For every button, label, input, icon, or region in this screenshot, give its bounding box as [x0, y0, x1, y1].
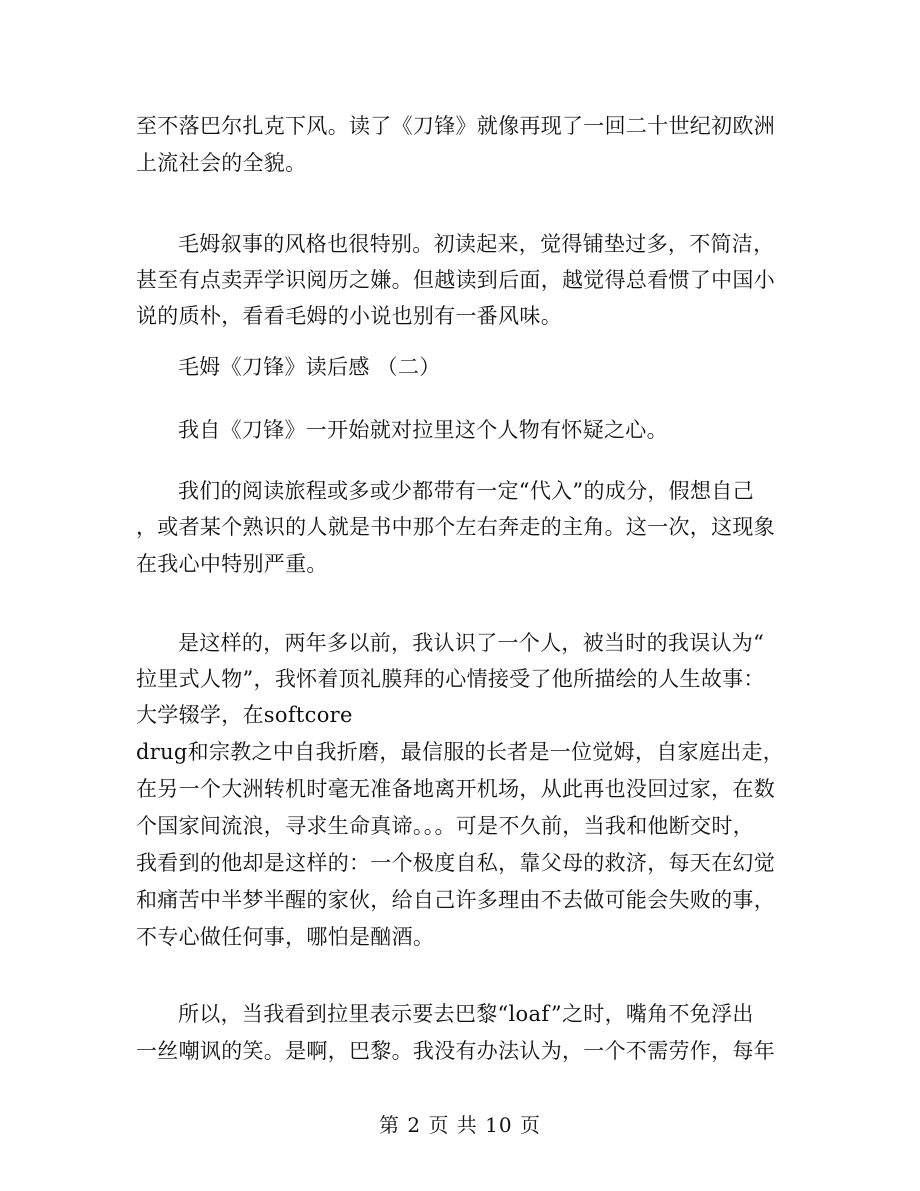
text-line: drug和宗教之中自我折磨，最信服的长者是一位觉姆，自家庭出走，: [136, 740, 785, 764]
text-line: 个国家间流浪，寻求生命真谛。。。可是不久前，当我和他断交时，: [136, 814, 754, 838]
text-line: 我看到的他却是这样的：一个极度自私，靠父母的救济，每天在幻觉: [136, 851, 775, 875]
text-line: 拉里式人物”，我怀着顶礼膜拜的心情接受了他所描绘的人生故事：: [136, 667, 765, 691]
text-line: 和痛苦中半梦半醒的家伙，给自己许多理由不去做可能会失败的事，: [136, 888, 775, 912]
text-line: 在我心中特别严重。: [136, 552, 328, 576]
text-line: 说的质朴，看看毛姆的小说也别有一番风味。: [136, 304, 562, 328]
text-line: 至不落巴尔扎克下风。读了《刀锋》就像再现了一回二十世纪初欧洲: [136, 114, 775, 138]
text-line: 是这样的，两年多以前，我认识了一个人，被当时的我误认为“: [178, 631, 765, 655]
text-line: 不专心做任何事，哪怕是酗酒。: [136, 925, 435, 949]
text-line: 我自《刀锋》一开始就对拉里这个人物有怀疑之心。: [178, 418, 668, 442]
text-line: 一丝嘲讽的笑。是啊，巴黎。我没有办法认为，一个不需劳作，每年: [136, 1039, 775, 1063]
text-line: 上流社会的全貌。: [136, 151, 307, 175]
text-line: 大学辍学，在softcore: [136, 703, 353, 727]
page-number-footer: 第 2 页 共 10 页: [379, 1113, 541, 1137]
text-line: 甚至有点卖弄学识阅历之嫌。但越读到后面，越觉得总看惯了中国小: [136, 268, 775, 292]
text-line: 在另一个大洲转机时毫无准备地离开机场，从此再也没回过家，在数: [136, 777, 775, 801]
text-line: 所以，当我看到拉里表示要去巴黎“loaf”之时，嘴角不免浮出: [178, 1002, 754, 1026]
text-line: ，或者某个熟识的人就是书中那个左右奔走的主角。这一次，这现象: [136, 515, 775, 539]
text-line: 毛姆叙事的风格也很特别。初读起来，觉得铺垫过多，不简洁，: [178, 232, 775, 256]
section-heading: 毛姆《刀锋》读后感 （二）: [178, 355, 441, 379]
text-line: 我们的阅读旅程或多或少都带有一定“代入”的成分，假想自己: [178, 479, 754, 503]
